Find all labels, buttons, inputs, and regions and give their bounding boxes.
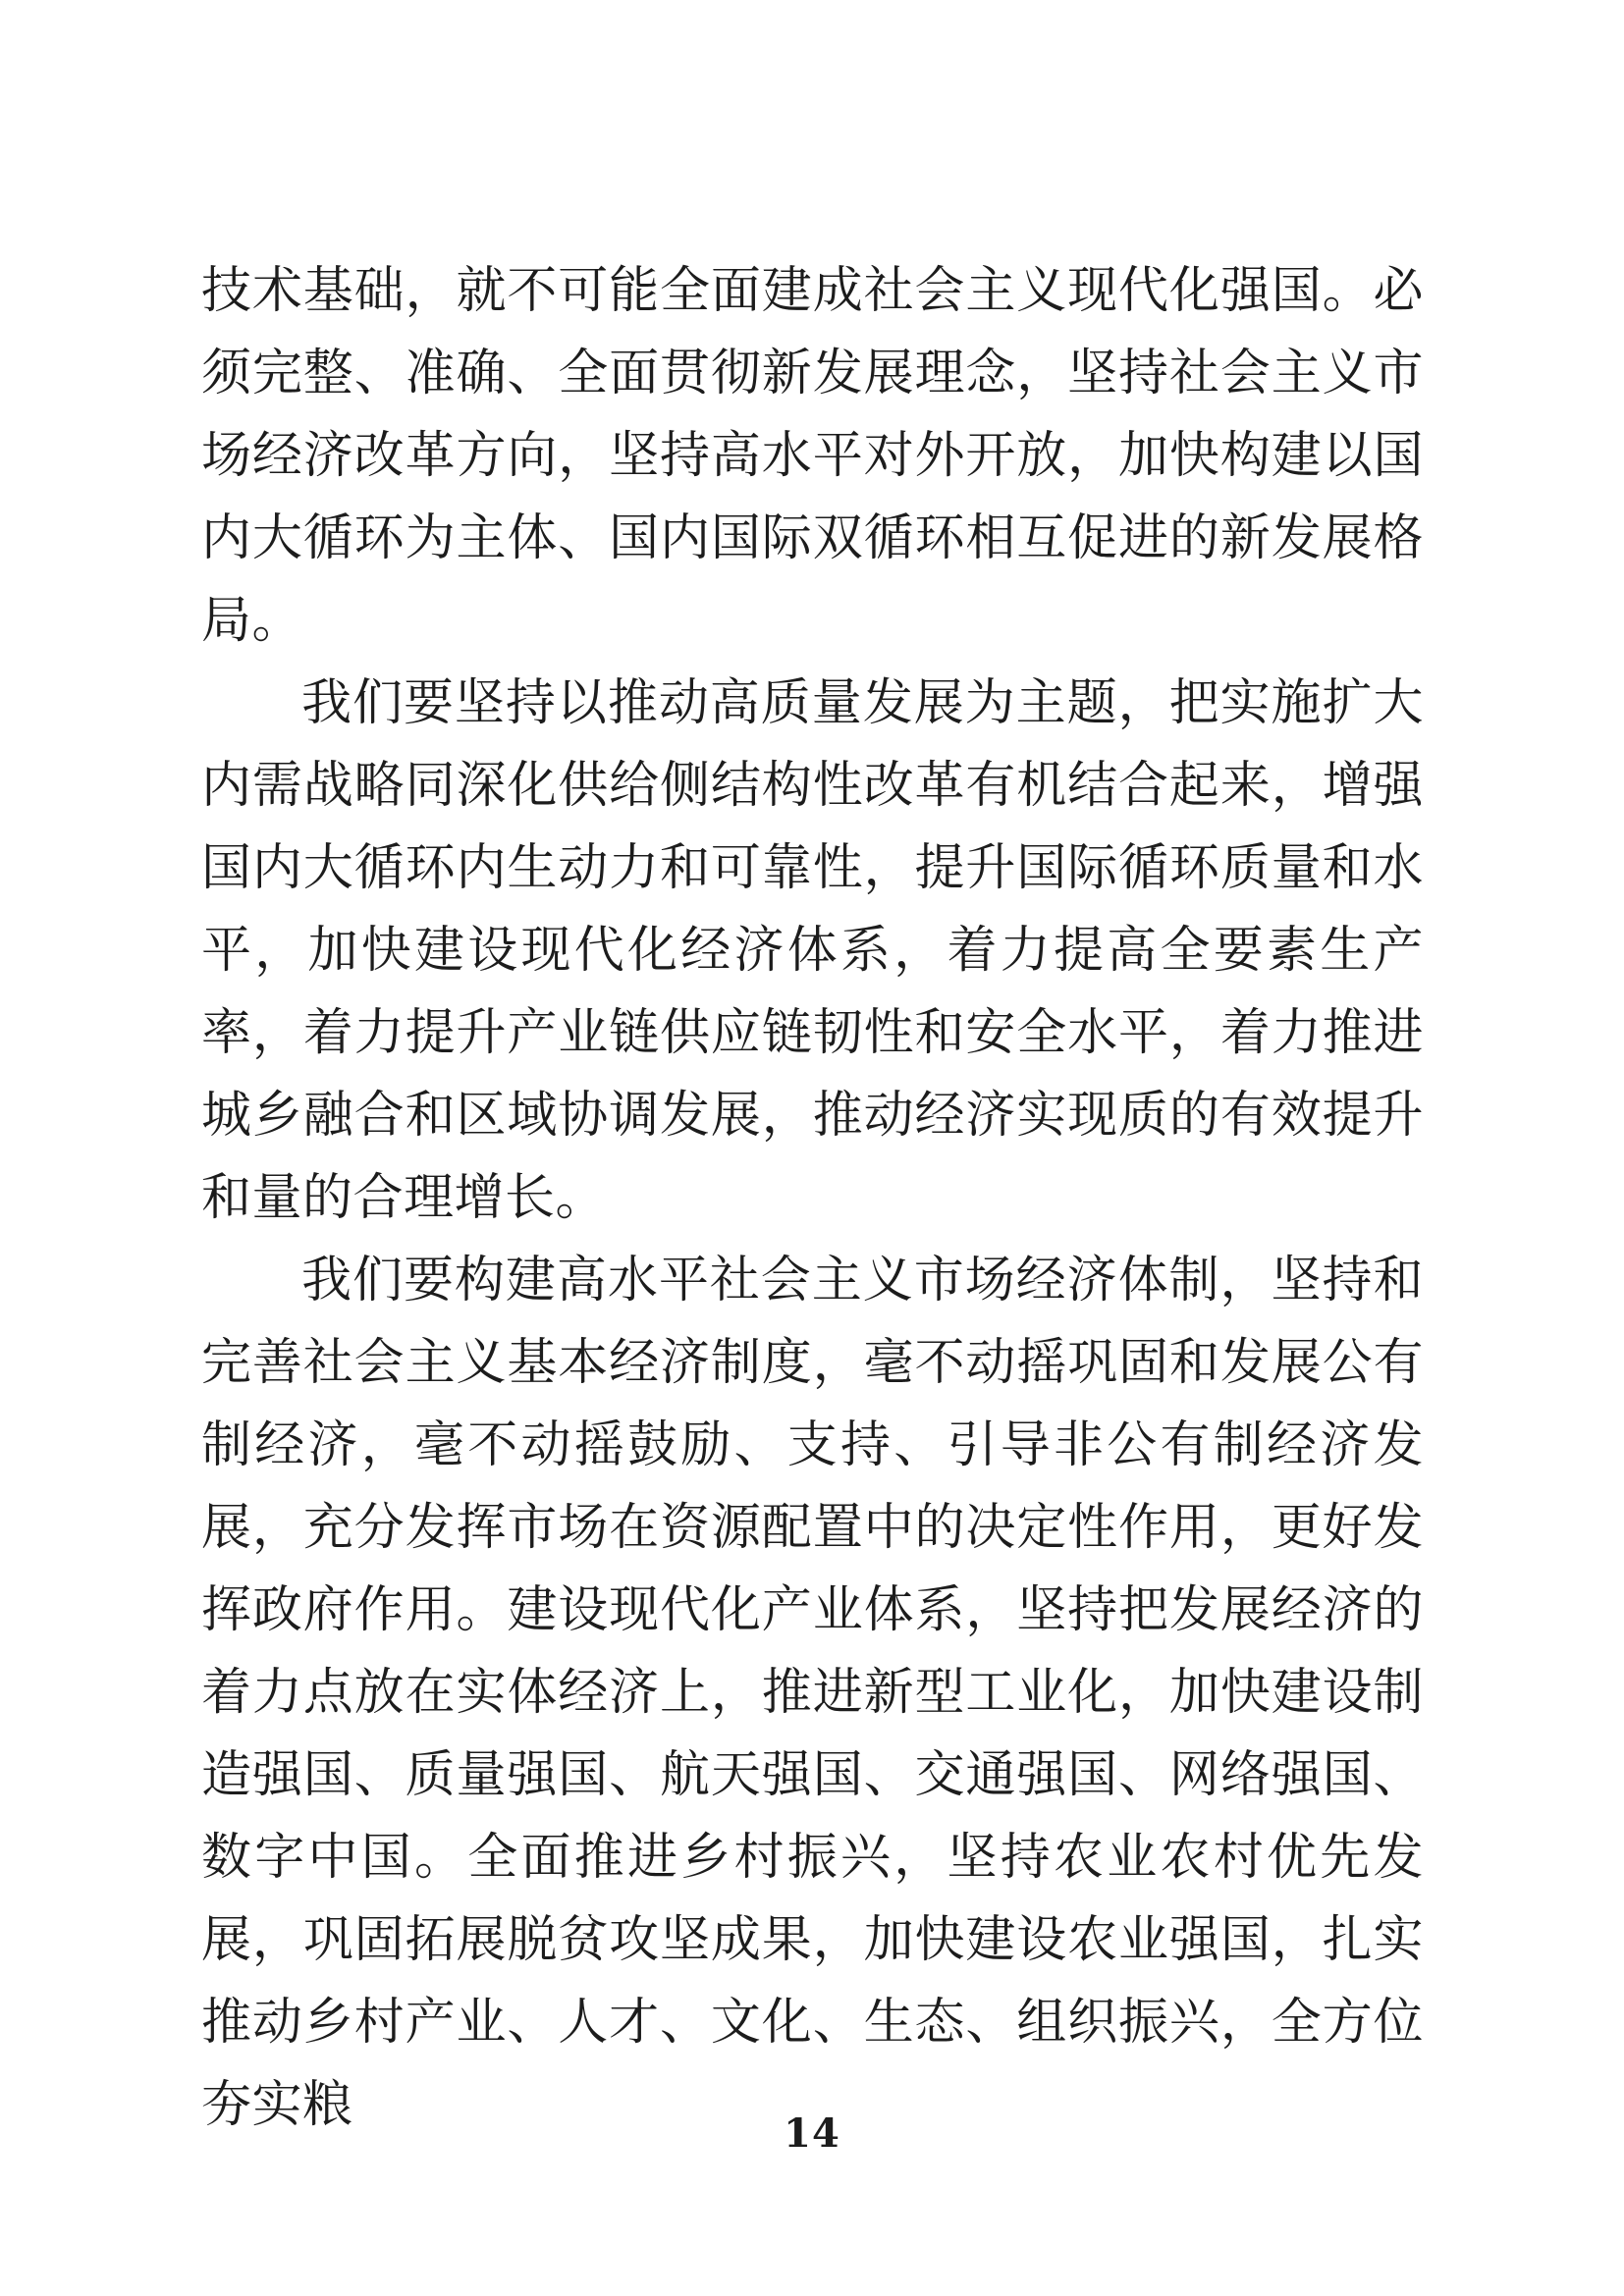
- paragraph-2: 我们要坚持以推动高质量发展为主题，把实施扩大内需战略同深化供给侧结构性改革有机结合起来，增强国内大循环内生动力和可靠性，提升国际循环质量和水平，加快建设现代化经济体系，着力提高全要素生产率，着力提升产业链供应链韧性和安全水平，着力推进城乡融合和区域协调发展，推动经济实现质的有效提升和量的合理增长。: [201, 674, 1424, 1227]
- paragraph-3: 我们要构建高水平社会主义市场经济体制，坚持和完善社会主义基本经济制度，毫不动摇巩固和发展公有制经济，毫不动摇鼓励、支持、引导非公有制经济发展，充分发挥市场在资源配置中的决定性作用，更好发挥政府作用。建设现代化产业体系，坚持把发展经济的着力点放在实体经济上，推进新型工业化，加快建设制造强国、质量强国、航天强国、交通强国、网络强国、数字中国。全面推进乡村振兴，坚持农业农村优先发展，巩固拓展脱贫攻坚成果，加快建设农业强国，扎实推动乡村产业、人才、文化、生态、组织振兴，全方位夯实粮: [201, 1252, 1424, 2134]
- document-body: [201, 250, 1424, 2147]
- paragraph-1: 技术基础，就不可能全面建成社会主义现代化强国。必须完整、准确、全面贯彻新发展理念，坚持社会主义市场经济改革方向，坚持高水平对外开放，加快构建以国内大循环为主体、国内国际双循环相互促进的新发展格局。: [201, 262, 1424, 650]
- page-number: 14: [784, 2110, 840, 2157]
